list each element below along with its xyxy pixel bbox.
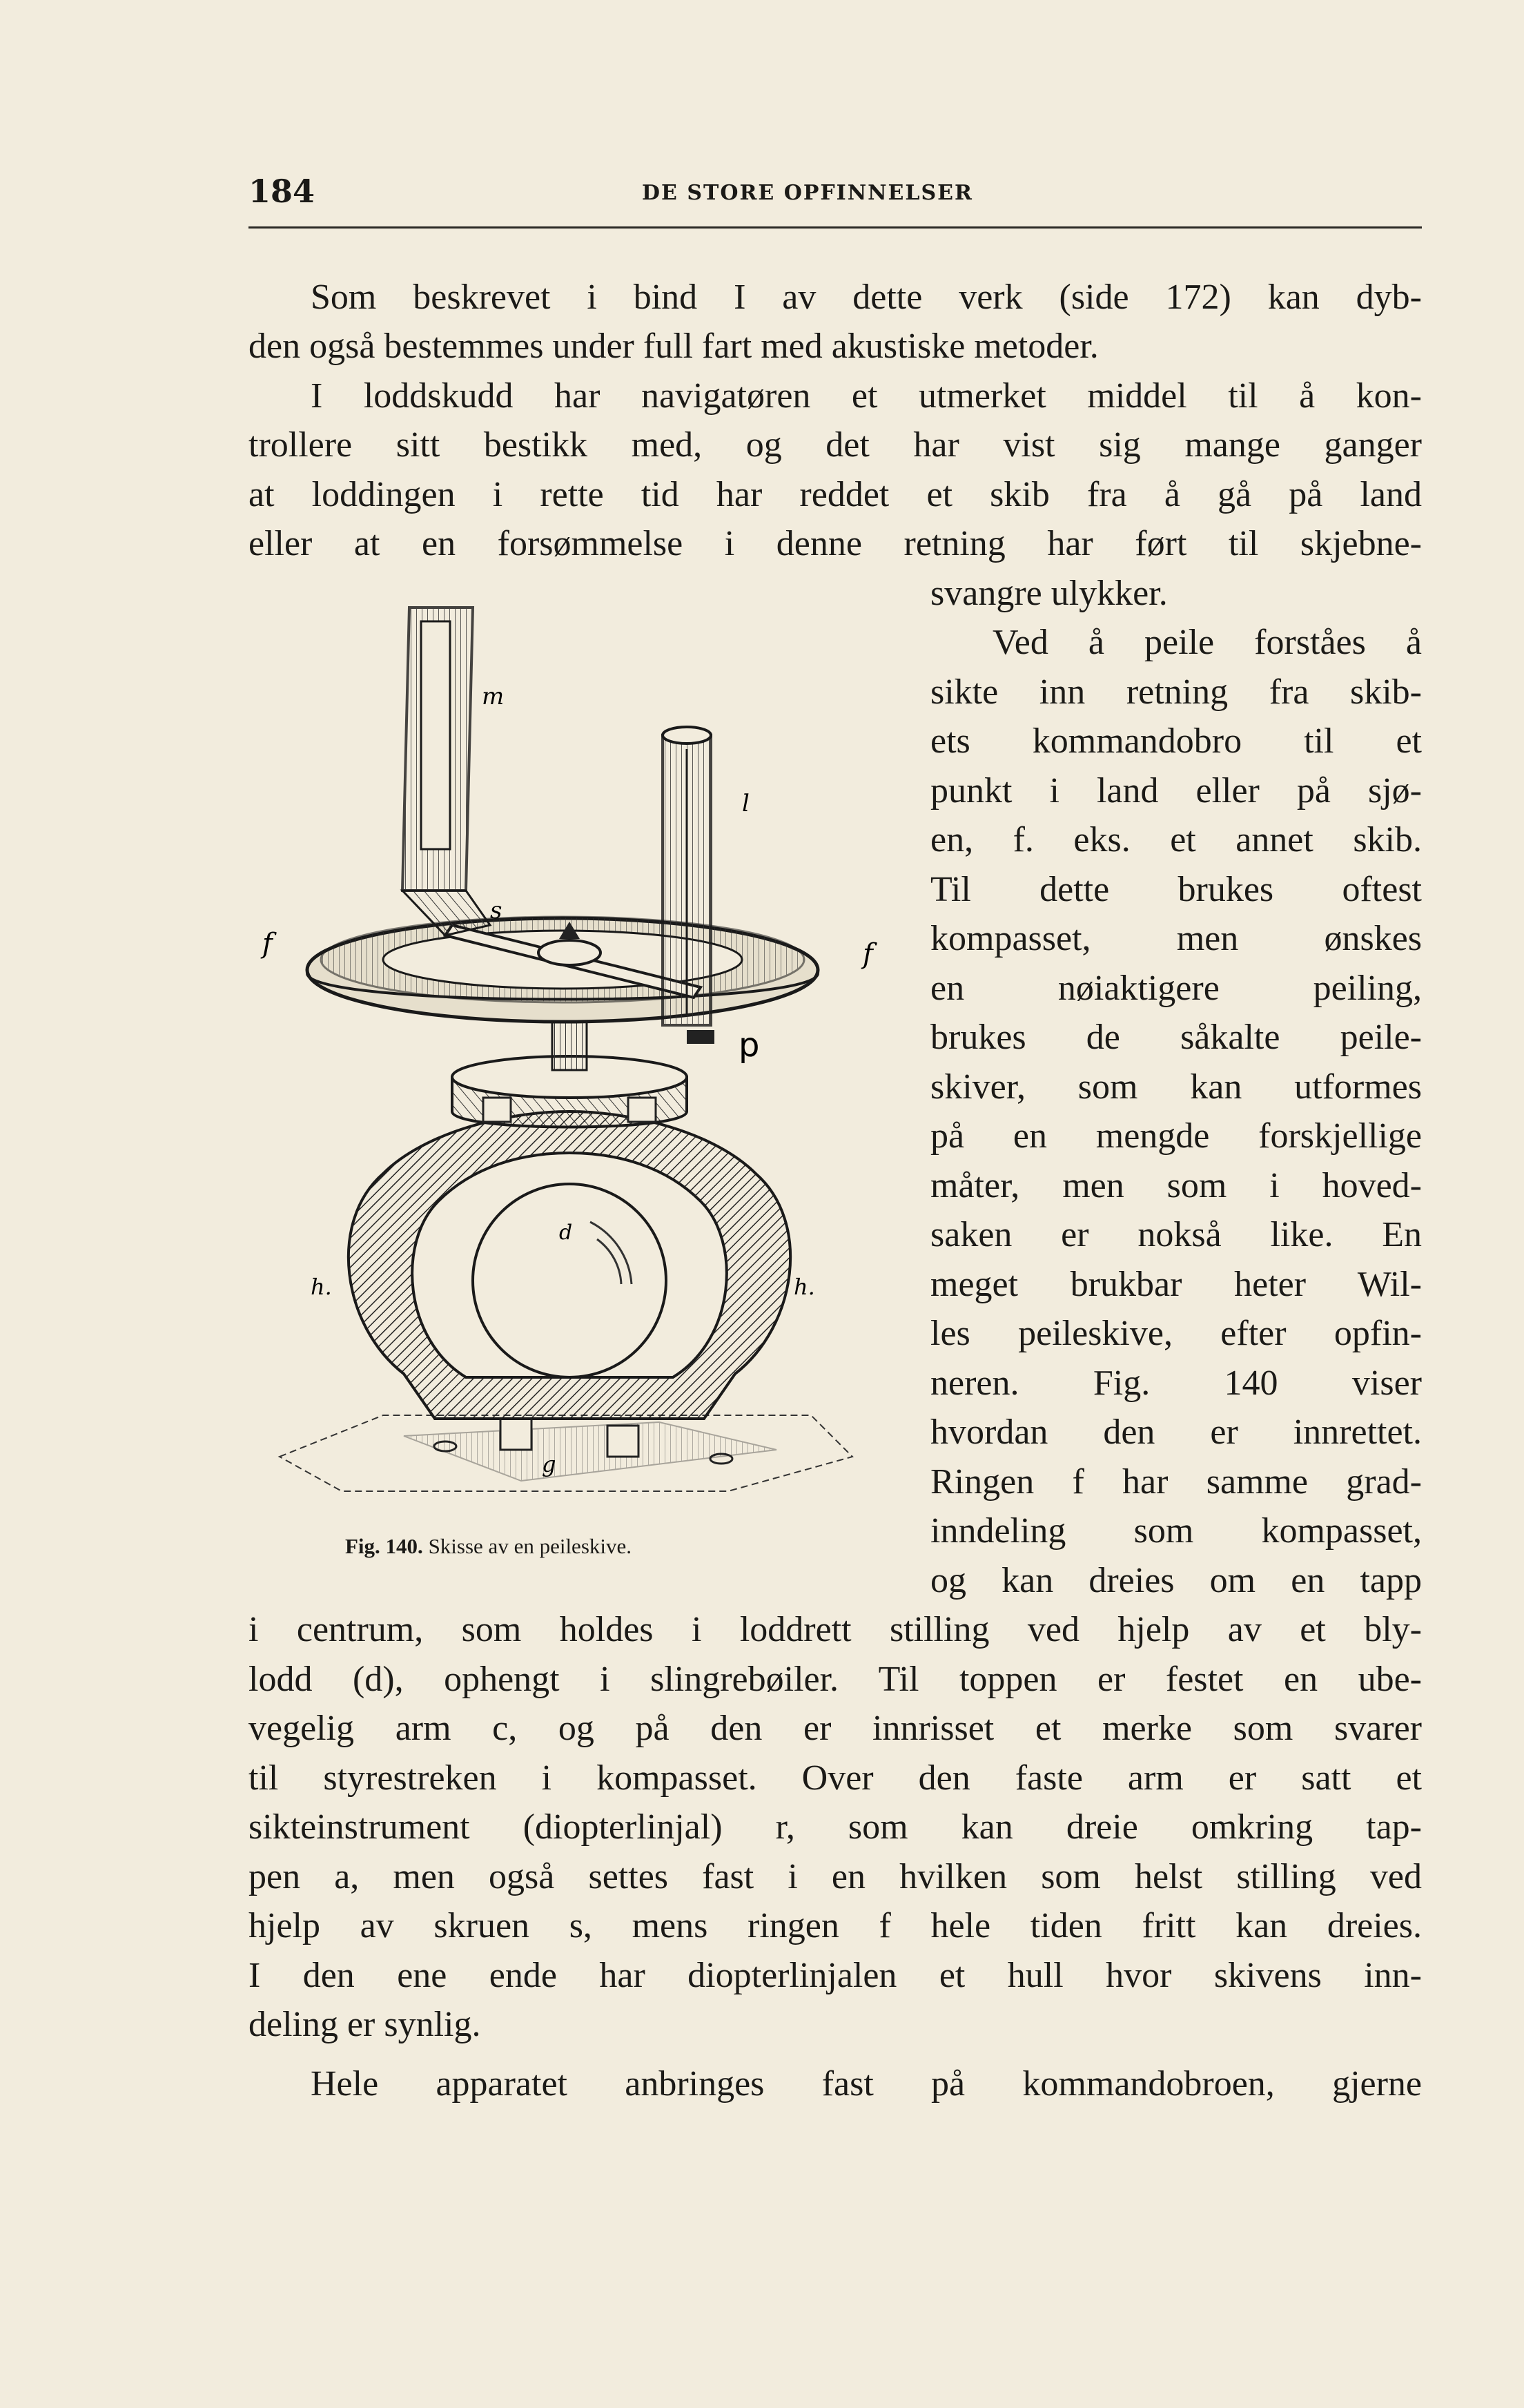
figure-caption-label: Fig. 140.: [345, 1534, 423, 1558]
header-title: DE STORE OPFINNELSER: [642, 181, 973, 205]
pivot-pin: [628, 1098, 656, 1122]
text-line: neren. Fig. 140 viser: [930, 1363, 1422, 1403]
text-line: I den ene ende har diopterlinjalen et hull hvor skivens inn-: [248, 1956, 1422, 1995]
foot-block: [500, 1419, 531, 1450]
text-line: en nøiaktigere peiling,: [930, 969, 1422, 1008]
sight-vane-slot: [421, 621, 450, 849]
text-line: inndeling som kompasset,: [930, 1511, 1422, 1551]
text-line: hvordan den er innrettet.: [930, 1412, 1422, 1452]
center-pivot: [538, 940, 600, 965]
header-rule: [248, 226, 1422, 229]
text-line: skiver, som kan utformes: [930, 1067, 1422, 1107]
text-line: i centrum, som holdes i loddrett stilling ved hjelp av et bly-: [248, 1610, 1422, 1649]
text-line: I loddskudd har navigatøren et utmerket middel til å kon-: [311, 376, 1422, 416]
text-line: punkt i land eller på sjø-: [930, 771, 1422, 810]
figure-label-p: p: [739, 1026, 760, 1065]
text-line: svangre ulykker.: [930, 574, 1168, 613]
text-line: den også bestemmes under full fart med akustiske metoder.: [248, 327, 1099, 366]
text-line: lodd (d), ophengt i slingrebøiler. Til toppen er festet en ube-: [248, 1660, 1422, 1699]
text-line: måter, men som i hoved-: [930, 1166, 1422, 1205]
text-line: Ringen f har samme grad-: [930, 1462, 1422, 1502]
text-line: sikte inn retning fra skib-: [930, 672, 1422, 712]
figure-label-s: s: [490, 897, 502, 924]
text-line: til styrestreken i kompasset. Over den faste arm er satt et: [248, 1758, 1422, 1798]
peileskive-figure: [245, 601, 894, 1512]
fixed-mark-p: [687, 1030, 714, 1044]
text-line: en, f. eks. et annet skib.: [930, 820, 1422, 860]
text-line: hjelp av skruen s, mens ringen f hele tiden fritt kan dreies.: [248, 1906, 1422, 1945]
text-line: Som beskrevet i bind I av dette verk (side 172) kan dyb-: [311, 278, 1422, 317]
text-line: meget brukbar heter Wil-: [930, 1265, 1422, 1304]
text-line: ets kommandobro til et: [930, 721, 1422, 761]
base-plate-surface: [404, 1422, 776, 1481]
text-line: og kan dreies om en tapp: [930, 1561, 1422, 1600]
text-line: Ved å peile forståes å: [993, 623, 1422, 662]
figure-label-f-right: f: [863, 938, 873, 970]
text-line: saken er nokså like. En: [930, 1215, 1422, 1254]
text-line: eller at en forsømmelse i denne retning har ført til skjebne-: [248, 524, 1422, 563]
figure-caption-text: Skisse av en peileskive.: [428, 1534, 632, 1558]
text-line: at loddingen i rette tid har reddet et skib fra å gå på land: [248, 475, 1422, 514]
figure-label-d: d: [559, 1221, 573, 1245]
text-line: vegelig arm c, og på den er innrisset et merke som svarer: [248, 1709, 1422, 1748]
plumb-weight: [473, 1184, 666, 1377]
text-line: deling er synlig.: [248, 2005, 481, 2044]
figure-label-l: l: [742, 790, 750, 817]
text-line: pen a, men også settes fast i en hvilken som helst stilling ved: [248, 1857, 1422, 1896]
text-line: kompasset, men ønskes: [930, 919, 1422, 958]
text-line: trollere sitt bestikk med, og det har vist sig mange ganger: [248, 425, 1422, 465]
text-line: les peileskive, efter opfin-: [930, 1314, 1422, 1353]
text-line: Til dette brukes oftest: [930, 870, 1422, 909]
text-line: på en mengde forskjellige: [930, 1116, 1422, 1156]
figure-label-h-right: h.: [794, 1274, 815, 1300]
running-head: [248, 173, 1422, 214]
pivot-pin: [483, 1098, 511, 1122]
text-line: Hele apparatet anbringes fast på kommandobroen, gjerne: [311, 2064, 1422, 2104]
figure-label-m: m: [482, 683, 505, 710]
figure-label-g: g: [542, 1451, 556, 1477]
figure-caption: [345, 1534, 632, 1559]
foot-block: [607, 1426, 638, 1457]
text-line: brukes de såkalte peile-: [930, 1018, 1422, 1057]
figure-label-f-left: f: [262, 928, 273, 960]
figure-label-h-left: h.: [311, 1274, 332, 1300]
sight-post-top: [663, 727, 711, 744]
text-line: sikteinstrument (diopterlinjal) r, som kan dreie omkring tap-: [248, 1807, 1422, 1847]
page-number: 184: [248, 173, 315, 210]
